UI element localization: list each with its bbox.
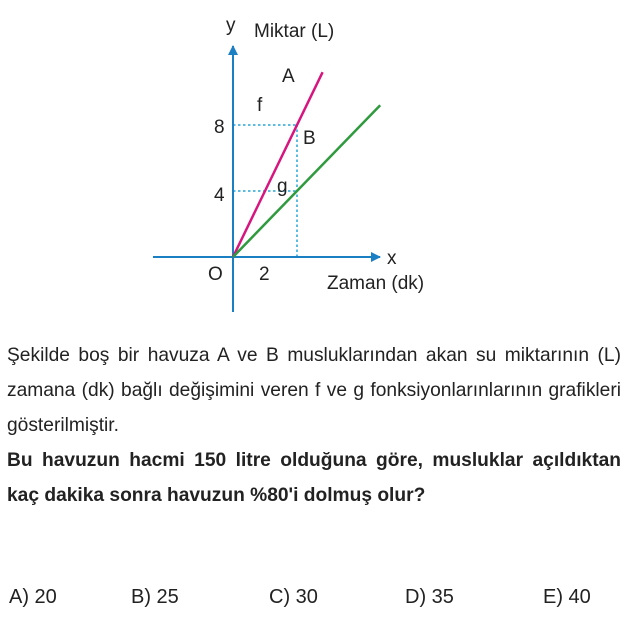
series-a-label: A [282,66,295,87]
answer-choices [0,582,628,618]
question [7,338,621,513]
series-line-a [233,72,323,257]
series-lines [233,72,380,257]
choice-a[interactable]: A) 20 [9,586,57,608]
choice-d[interactable]: D) 35 [405,586,454,608]
series-b-label: B [303,128,316,149]
x-axis-letter: x [387,248,397,269]
x-tick-label: 2 [259,264,270,285]
y-tick-label: 8 [214,117,225,138]
y-axis-letter: y [226,15,236,36]
question-intro: Şekilde boş bir havuza A ve B musluklarından akan su miktarının (L) zamana (dk) bağlı değişimini veren f ve g fonksiyonlarınlarının grafikleri gösterilmiştir. [7,345,621,436]
y-tick-label: 4 [214,185,225,206]
x-axis-title: Zaman (dk) [327,273,425,294]
function-g-label: g [277,176,288,197]
choice-e[interactable]: E) 40 [543,586,591,608]
choice-c[interactable]: C) 30 [269,586,318,608]
origin-label: O [208,264,223,285]
question-prompt: Bu havuzun hacmi 150 litre olduğuna göre, musluklar açıldıktan kaç dakika sonra havuzun %80'i dolmuş olur? [7,450,621,506]
function-f-label: f [257,95,263,116]
y-axis-title: Miktar (L) [254,21,335,42]
choice-b[interactable]: B) 25 [131,586,179,608]
